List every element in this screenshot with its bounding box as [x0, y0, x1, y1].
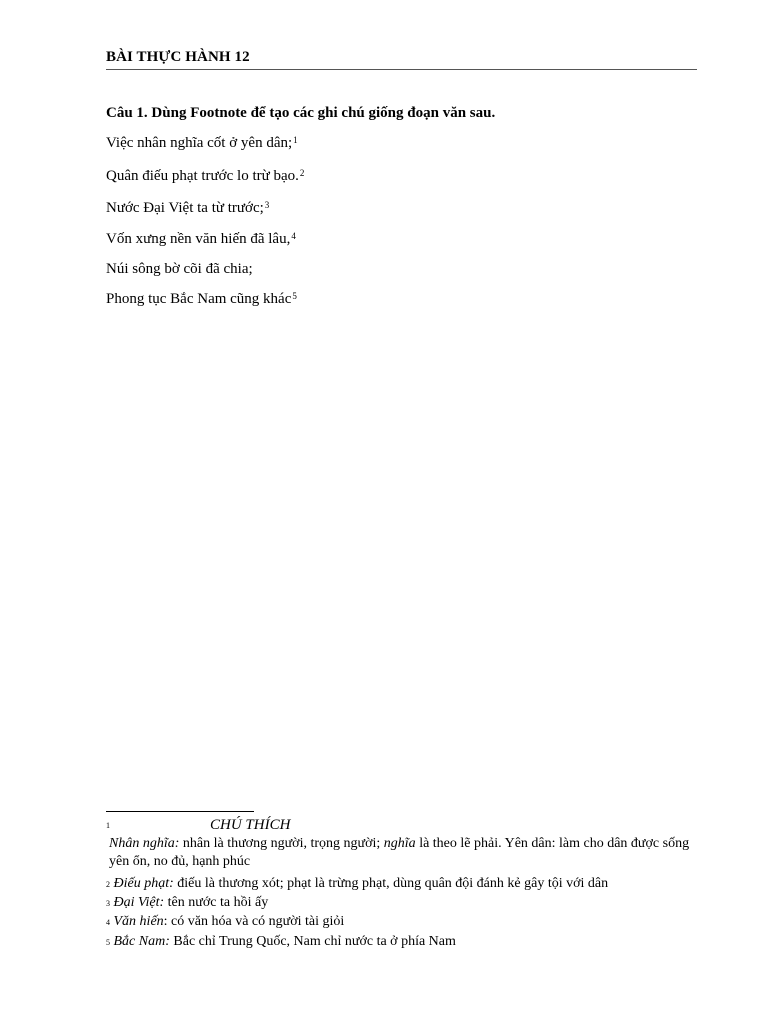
footnote-ref[interactable]: 4 — [291, 231, 296, 241]
footnote-term: nghĩa — [383, 836, 416, 851]
footnote-ref[interactable]: 5 — [292, 291, 297, 301]
footnote-2 — [106, 875, 706, 893]
footnote-term: Bắc Nam: — [113, 934, 170, 949]
page-header — [106, 47, 697, 70]
verse-line-2 — [106, 166, 304, 186]
verse-text: Núi sông bờ cõi đã chia; — [106, 261, 253, 277]
verse-text: Việc nhân nghĩa cốt ở yên dân; — [106, 135, 293, 151]
verse-line-4 — [106, 229, 296, 249]
footnote-1 — [106, 816, 706, 871]
footnote-ref[interactable]: 1 — [293, 135, 298, 145]
footnote-number: 3 — [106, 899, 110, 908]
footnote-number: 4 — [106, 918, 110, 927]
footnote-number: 2 — [106, 880, 110, 889]
footnote-term: Nhân nghĩa: — [109, 836, 180, 851]
verse-text: Quân điếu phạt trước lo trừ bạo. — [106, 168, 299, 184]
verse-line-3 — [106, 198, 269, 218]
footnote-text: là theo lẽ phải. Yên dân: làm cho dân được sống yên ổn, no đủ, hạnh phúc — [109, 836, 690, 869]
footnote-ref[interactable]: 3 — [264, 200, 270, 210]
footnote-number: 1 — [106, 821, 110, 830]
footnote-ref[interactable]: 2 — [299, 168, 305, 178]
footnote-term: Đại Việt: — [113, 895, 165, 910]
footnote-text: : có văn hóa và có người tài giỏi — [163, 914, 345, 929]
verse-line-1 — [106, 133, 298, 153]
footnote-text: nhân là thương người, trọng người; — [179, 836, 384, 851]
page-title: BÀI THỰC HÀNH 12 — [106, 49, 250, 65]
verse-line-6 — [106, 289, 297, 309]
footnote-separator — [106, 811, 254, 812]
footnote-4 — [106, 913, 706, 931]
footnote-5 — [106, 933, 706, 951]
footnote-term: Văn hiến — [113, 914, 164, 929]
question-heading: Câu 1. Dùng Footnote để tạo các ghi chú giống đoạn văn sau. — [106, 105, 496, 121]
verse-text: Vốn xưng nền văn hiến đã lâu, — [106, 231, 291, 247]
footnote-text: Bắc chỉ Trung Quốc, Nam chỉ nước ta ở phía Nam — [169, 934, 456, 949]
verse-text: Phong tục Bắc Nam cũng khác — [106, 291, 292, 307]
footnote-text: tên nước ta hồi ấy — [164, 895, 269, 910]
footnote-3 — [106, 894, 706, 912]
verse-text: Nước Đại Việt ta từ trước; — [106, 200, 264, 216]
footnote-number: 5 — [106, 938, 110, 947]
footnotes-heading: CHÚ THÍCH — [210, 817, 291, 833]
footnote-term: Điếu phạt: — [113, 876, 174, 891]
verse-line-5 — [106, 259, 253, 279]
footnote-text: điếu là thương xót; phạt là trừng phạt, dùng quân đội đánh kẻ gây tội với dân — [173, 876, 609, 891]
